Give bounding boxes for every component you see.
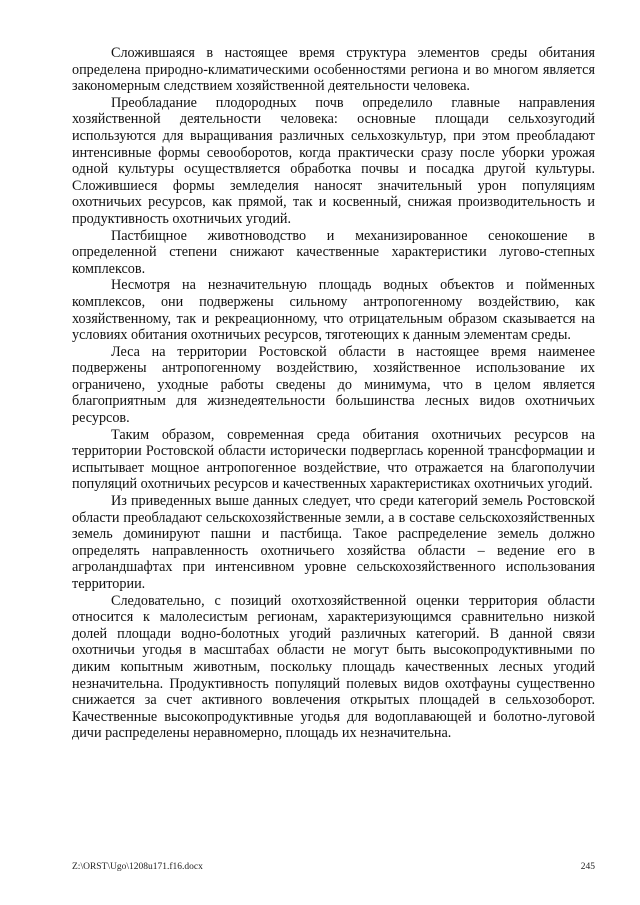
paragraph: Несмотря на незначительную площадь водных объектов и пойменных комплексов, они подвержены сильному антропогенному воздействию, как хозяйственному, так и рекреационному, что отрицательным образом сказывается на условиях обитания охотничьих ресурсов, тяготеющих к данным элементам среды. — [72, 277, 595, 344]
paragraph: Таким образом, современная среда обитания охотничьих ресурсов на территории Ростовской области исторически подверглась коренной трансформации и испытывает мощное антропогенное воздействие, что отражается на благополучии популяций охотничьих ресурсов и качественных характеристиках охотничьих угодий. — [72, 426, 595, 493]
paragraph: Сложившаяся в настоящее время структура элементов среды обитания определена природно-климатическими особенностями региона и во многом является закономерным следствием хозяйственной деятельности человека. — [72, 45, 595, 95]
paragraph: Следовательно, с позиций охотхозяйственной оценки территория области относится к малолесистым регионам, характеризующимся сравнительно низкой долей площади водно-болотных угодий различных категорий. В данной связи охотничьи угодья в масштабах области не могут быть высокопродуктивными по диким копытным животным, поскольку площадь качественных лесных угодий незначительна. Продуктивность популяций полевых видов охотфауны существенно снижается за счет активного вовлечения открытых площадей в сельхозоборот. Качественные высокопродуктивные угодья для водоплавающей и болотно-луговой дичи распределены неравномерно, площадь их незначительна. — [72, 592, 595, 742]
paragraph: Из приведенных выше данных следует, что среди категорий земель Ростовской области преобладают сельскохозяйственные земли, а в составе сельскохозяйственных земель доминируют пашни и пастбища. Такое распределение земель должно определять направленность охотничьего хозяйства области – ведение его в агроландшафтах при интенсивном уровне сельскохозяйственного использования территории. — [72, 493, 595, 592]
paragraph: Преобладание плодородных почв определило главные направления хозяйственной деятельности человека: основные площади сельхозугодий используются для выращивания различных сельхозкультур, при этом преобладают интенсивные формы севооборотов, когда практически сразу после уборки урожая одной культуры осуществляется обработка почвы и посадка другой культуры. Сложившиеся формы земледелия наносят значительный урон популяциям охотничьих ресурсов, как прямой, так и косвенный, снижая производительность и продуктивность охотничьих угодий. — [72, 94, 595, 227]
paragraph: Леса на территории Ростовской области в настоящее время наименее подвержены антропогенному воздействию, хозяйственное использование их ограничено, уходные работы сведены до минимума, что в целом является благоприятным для жизнедеятельности большинства лесных видов охотничьих ресурсов. — [72, 343, 595, 427]
footer-file-path: Z:\ORST\Ugo\1208u171.f16.docx — [72, 862, 203, 872]
text-body — [72, 45, 595, 742]
page-number: 245 — [580, 862, 595, 872]
paragraph: Пастбищное животноводство и механизированное сенокошение в определенной степени снижают качественные характеристики лугово-степных комплексов. — [72, 227, 595, 277]
